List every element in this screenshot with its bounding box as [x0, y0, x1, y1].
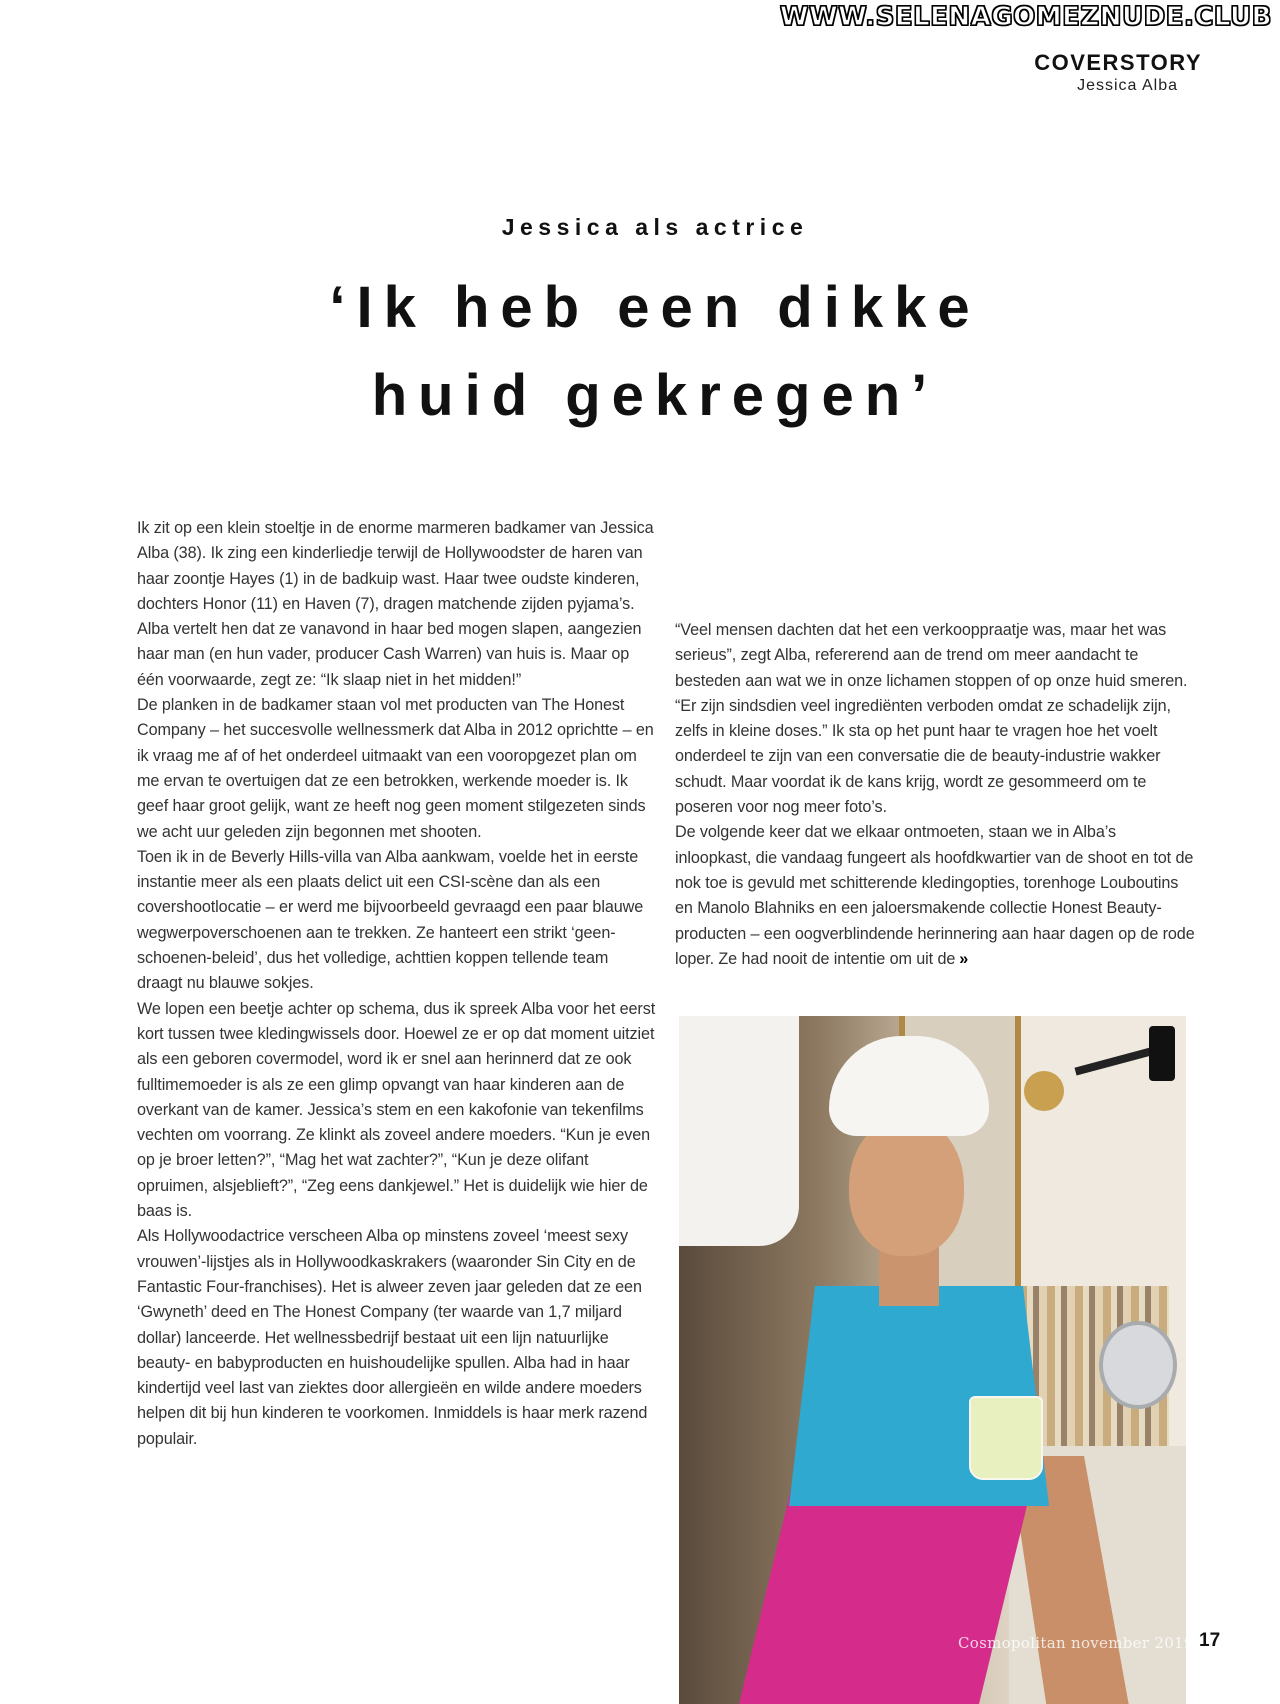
paragraph-with-continue — [675, 820, 1195, 972]
photo-face — [849, 1116, 964, 1256]
paragraph: Als Hollywoodactrice verscheen Alba op minstens zoveel ‘meest sexy vrouwen’-lijstjes als in Hollywoodkaskrakers (waaronder Sin City en de Fantastic Four-franchises). Het is alweer zeven jaar geleden dat ze een ‘Gwyneth’ deed en The Honest Company (ter waarde van 1,7 miljard dollar) lanceerde. Het wellnessbedrijf bestaat uit een lijn natuurlijke beauty- en babyproducten en huishoudelijke spullen. Alba had in haar kindertijd veel last van ziektes door allergieën en wilde andere moeders helpen dit bij hun kinderen te voorkomen. Inmiddels is haar merk razend populair. — [137, 1227, 648, 1448]
section-subtitle: Jessica Alba — [1077, 77, 1178, 94]
paragraph: De planken in de badkamer staan vol met producten van The Honest Company – het succesvolle wellnessmerk dat Alba in 2012 oprichtte – en ik vraag me af of het onderdeel uitmaakt van een vooropgezet plan om me ervan te overtuigen dat ze een betrokken, werkende moeder is. Ik geef haar groot gelijk, want ze heeft nog geen moment stilgezeten sinds we acht uur geleden zijn begonnen met shooten. — [137, 696, 654, 841]
paragraph-text: De volgende keer dat we elkaar ontmoeten, staan we in Alba’s inloopkast, die vandaag fungeert als hoofdkwartier van de shoot en tot de nok toe is gevuld met schitterende kledingopties, torenhoge Louboutins en Manolo Blahniks en een jaloersmakende collectie Honest Beauty-producten – een oogverblindende herinnering aan haar dagen op de rode loper. Ze had nooit de intentie om uit de — [675, 823, 1195, 968]
photo-lamp-shade — [1149, 1026, 1175, 1081]
article-headline — [0, 264, 1280, 440]
section-header — [1034, 50, 1202, 95]
photo-lamp-base — [1024, 1071, 1064, 1111]
page-number: 17 — [1199, 1630, 1221, 1651]
body-column-left — [137, 516, 657, 1452]
watermark: WWW.SELENAGOMEZNUDE.CLUB — [779, 2, 1272, 32]
continue-arrow-icon: » — [959, 949, 969, 968]
magazine-credit: Cosmopolitan november 2019 — [958, 1634, 1194, 1652]
paragraph: Toen ik in de Beverly Hills-villa van Alba aankwam, voelde het in eerste instantie meer als een plaats delict uit een CSI-scène dan als een covershootlocatie – er werd me bijvoorbeeld gevraagd een paar blauwe wegwerpoverschoenen aan te trekken. Ze hanteert een strikt ‘geen-schoenen-beleid’, dus het volledige, achttien koppen tellende team draagt nu blauwe sokjes. — [137, 847, 644, 993]
photo-hanging-towel — [679, 1016, 799, 1246]
article-kicker: Jessica als actrice — [501, 214, 809, 240]
paragraph: We lopen een beetje achter op schema, dus ik spreek Alba voor het eerst kort tussen twee kledingwissels door. Hoewel ze er op dat moment uitziet als een geboren covermodel, word ik er snel aan herinnerd dat ze ook fulltimemoeder is als ze een glimp opvangt van haar kinderen aan de overkant van de kamer. Jessica’s stem en een kakofonie van tekenfilms vechten om voorrang. Ze klinkt als zoveel andere moeders. “Kun je even op je broer letten?”, “Mag het wat zachter?”, “Kun je deze olifant opruimen, alsjeblieft?”, “Zeg eens dankjewel.” Het is duidelijk wie hier de baas is. — [137, 999, 656, 1221]
headline-line-1: ‘Ik heb een dikke — [329, 275, 981, 340]
body-column-right — [675, 618, 1195, 972]
photo-mug — [969, 1396, 1043, 1480]
cover-photo — [679, 1016, 1186, 1704]
photo-vanity-mirror — [1099, 1321, 1177, 1409]
paragraph: “Veel mensen dachten dat het een verkooppraatje was, maar het was serieus”, zegt Alba, refererend aan de trend om meer aandacht te besteden aan wat we in onze lichamen stoppen of op onze huid smeren. “Er zijn sindsdien veel ingrediënten verboden omdat ze schadelijk zijn, zelfs in kleine doses.” Ik sta op het punt haar te vragen hoe het voelt onderdeel te zijn van een conversatie die de beauty-industrie wakker schudt. Maar voordat ik de kans krijg, wordt ze gesommeerd om te poseren voor nog meer foto’s. — [675, 621, 1188, 817]
section-title: COVERSTORY — [1034, 50, 1202, 75]
paragraph: Ik zit op een klein stoeltje in de enorme marmeren badkamer van Jessica Alba (38). Ik zing een kinderliedje terwijl de Hollywoodster de haren van haar zoontje Hayes (1) in de badkuip wast. Haar twee oudste kinderen, dochters Honor (11) en Haven (7), dragen matchende zijden pyjama’s. Alba vertelt hen dat ze vanavond in haar bed mogen slapen, aangezien haar man (en hun vader, producer Cash Warren) van huis is. Maar op één voorwaarde, zegt ze: “Ik slaap niet in het midden!” — [137, 519, 654, 689]
headline-line-2: huid gekregen’ — [371, 363, 939, 428]
